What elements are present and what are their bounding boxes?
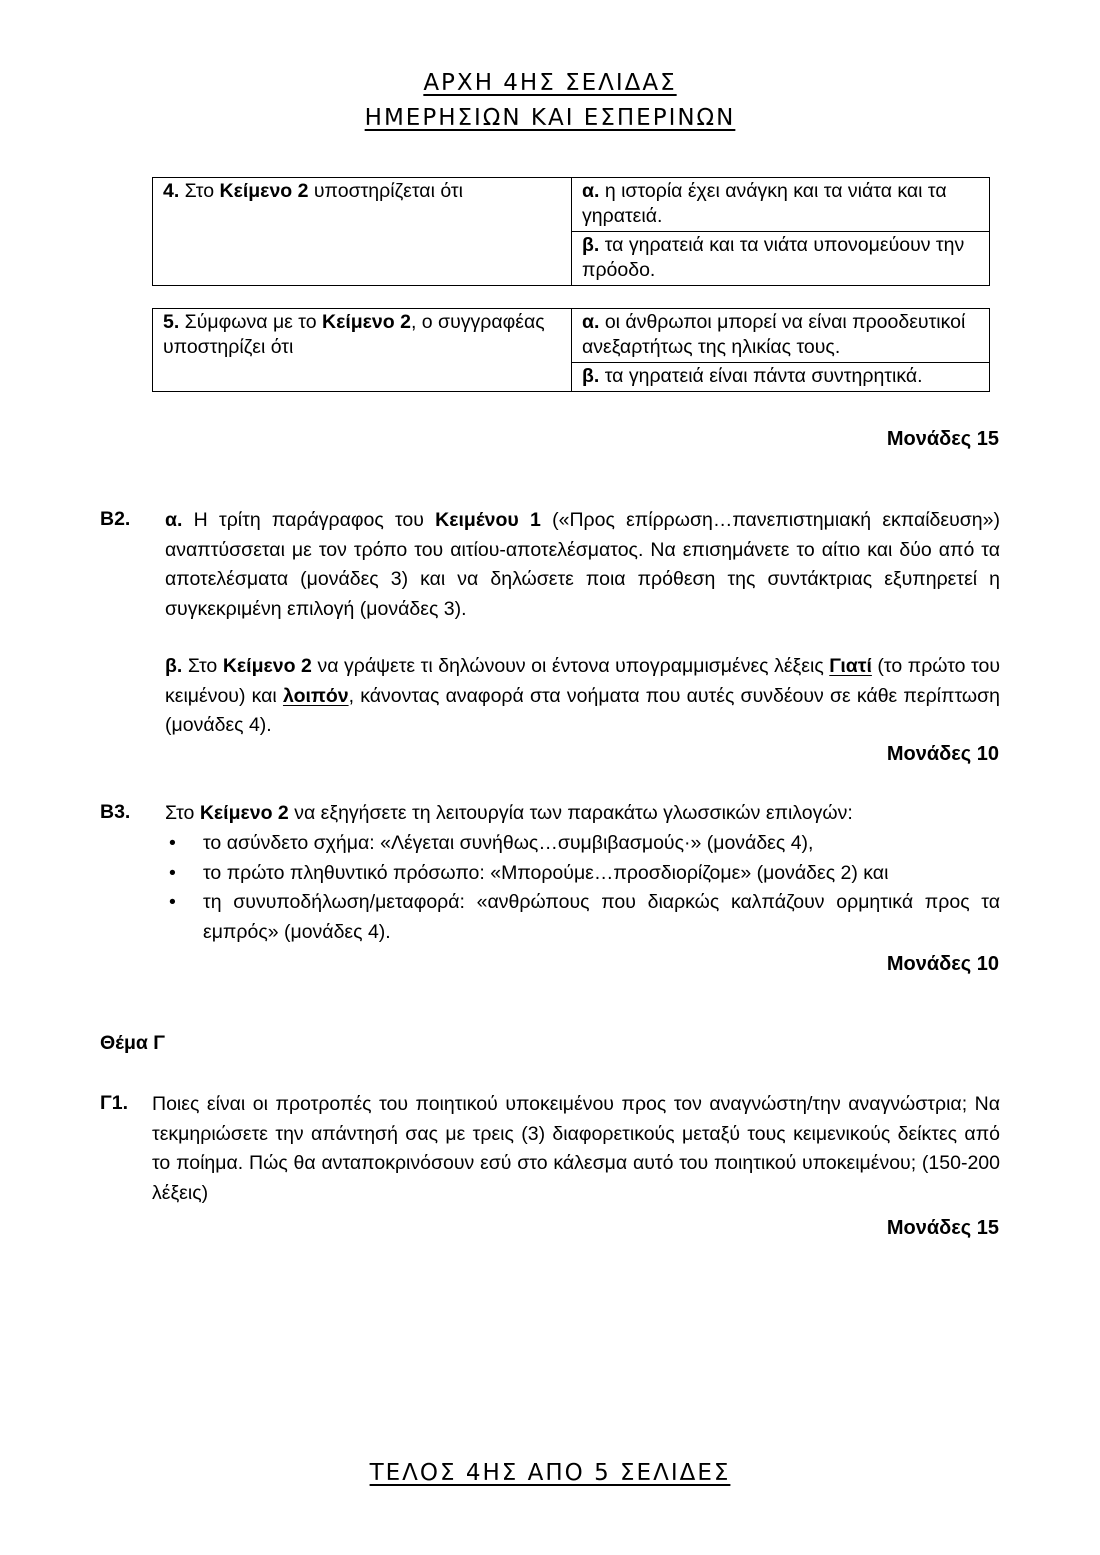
g1-paragraph: Ποιες είναι οι προτροπές του ποιητικού υποκειμένου προς τον αναγνώστη/την αναγνώστρια; Να τεκμηριώσετε την απάντησή σας με τρεις (3) διαφορετικούς μεταξύ τους κειμενικούς δείκτες από το ποίημα. Πώς θα ανταποκρινόσουν εσύ στο κάλεσμα αυτό του ποιητικού υποκειμένου; (150-200 λέξεις) <box>152 1093 1000 1204</box>
question-5-option-a: α. οι άνθρωποι μπορεί να είναι προοδευτικοί ανεξαρτήτως της ηλικίας τους. <box>572 309 990 363</box>
marks-b1: Μονάδες 15 <box>886 428 999 450</box>
header-line-1: ΑΡΧΗ 4ΗΣ ΣΕΛΙΔΑΣ <box>423 70 677 96</box>
list-item: • τη συνυποδήλωση/μεταφορά: «ανθρώπους που διαρκώς καλπάζουν ορμητικά προς τα εμπρός» (μονάδες 4). <box>165 888 1000 947</box>
bullet-icon: • <box>169 891 176 913</box>
bullet-icon: • <box>169 832 176 854</box>
b3-bullet-list <box>165 829 1000 947</box>
g1-label: Γ1. <box>100 1092 128 1114</box>
theme-g-heading: Θέμα Γ <box>100 1032 166 1054</box>
question-4-option-a: α. η ιστορία έχει ανάγκη και τα νιάτα και τα γηρατειά. <box>572 178 990 232</box>
question-5-table <box>152 308 990 392</box>
underlined-word-loipon: λοιπόν <box>282 684 349 707</box>
underlined-word-giati: Γιατί <box>829 655 872 677</box>
b2-b-paragraph: β. Στο Κείμενο 2 να γράψετε τι δηλώνουν οι έντονα υπογραμμισμένες λέξεις Γιατί (το πρώτο του κειμένου) και λοιπόν, κάνοντας αναφορά στα νοήματα που αυτές συνδέουν σε κάθε περίπτωση (μονάδες 4). <box>165 655 1000 736</box>
marks-g1: Μονάδες 15 <box>886 1217 999 1239</box>
header-line-2: ΗΜΕΡΗΣΙΩΝ ΚΑΙ ΕΣΠΕΡΙΝΩΝ <box>364 105 736 131</box>
question-5-option-b: β. τα γηρατειά είναι πάντα συντηρητικά. <box>572 363 990 392</box>
b2-label: Β2. <box>100 508 131 530</box>
b3-intro: Στο Κείμενο 2 να εξηγήσετε τη λειτουργία των παρακάτω γλωσσικών επιλογών: <box>165 802 853 824</box>
question-5-stem: 5. Σύμφωνα με το Κείμενο 2, ο συγγραφέας υποστηρίζει ότι <box>153 309 572 392</box>
b2-a-paragraph: α. Η τρίτη παράγραφος του Κειμένου 1 («Προς επίρρωση…πανεπιστημιακή εκπαίδευση») αναπτύσσεται με τον τρόπο του αιτίου-αποτελέσματος. Να επισημάνετε το αίτιο και δύο από τα αποτελέσματα (μονάδες 3) και να δηλώσετε ποια πρόθεση της συντάκτριας εξυπηρετεί η συγκεκριμένη επιλογή (μονάδες 3). <box>165 509 1000 620</box>
b3-label: Β3. <box>100 801 131 823</box>
question-4-stem: 4. Στο Κείμενο 2 υποστηρίζεται ότι <box>153 178 572 286</box>
list-item: • το πρώτο πληθυντικό πρόσωπο: «Μπορούμε…προσδιορίζομε» (μονάδες 2) και <box>165 859 1000 889</box>
question-4-table <box>152 177 990 286</box>
marks-b3: Μονάδες 10 <box>886 953 999 975</box>
marks-b2: Μονάδες 10 <box>886 743 999 765</box>
list-item: • το ασύνδετο σχήμα: «Λέγεται συνήθως…συμβιβασμούς·» (μονάδες 4), <box>165 829 1000 859</box>
question-4-option-b: β. τα γηρατειά και τα νιάτα υπονομεύουν την πρόοδο. <box>572 232 990 286</box>
footer: ΤΕΛΟΣ 4ΗΣ ΑΠΟ 5 ΣΕΛΙΔΕΣ <box>369 1460 731 1486</box>
bullet-icon: • <box>169 861 176 884</box>
